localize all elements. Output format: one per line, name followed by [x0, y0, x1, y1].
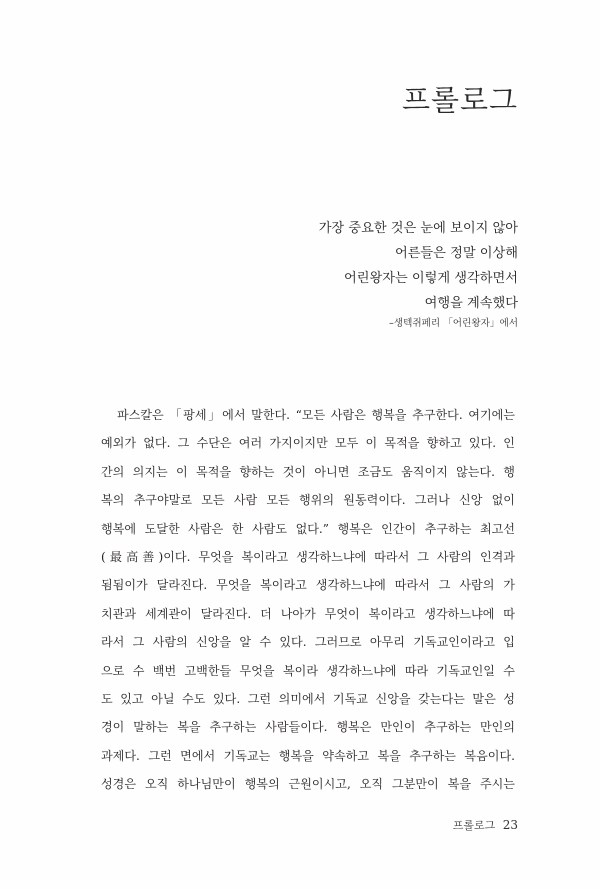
epigraph-line: 어린왕자는 이렇게 생각하면서: [344, 271, 518, 286]
body-line: (最高善)이다. 무엇을 복이라고 생각하느냐에 따라서 그 사람의 인격과: [101, 550, 515, 565]
body-line: 성경은 오직 하나님만이 행복의 근원이시고, 오직 그분만이 복을 주시는: [101, 777, 515, 792]
running-head: 프롤로그: [452, 819, 496, 832]
body-line: 라서 그 사람의 신앙을 알 수 있다. 그러므로 아무리 기독교인이라고 입: [101, 635, 515, 650]
body-line: 과제다. 그런 면에서 기독교는 행복을 약속하고 복을 추구하는 복음이다.: [101, 748, 515, 763]
body-line: 경이 말하는 복을 추구하는 사람들이다. 행복은 만인이 추구하는 만인의: [101, 720, 515, 735]
epigraph: [319, 216, 518, 332]
body-line: 복의 추구야말로 모든 사람 모든 행위의 원동력이다. 그러나 신앙 없이: [101, 493, 515, 508]
body-line: 파스칼은 「팡세」에서 말한다. “모든 사람은 행복을 추구한다. 여기에는: [117, 408, 515, 422]
body-line: 행복에 도달한 사람은 한 사람도 없다.” 행복은 인간이 추구하는 최고선: [101, 521, 515, 536]
epigraph-line: 가장 중요한 것은 눈에 보이지 않아: [318, 221, 518, 236]
chapter-title: 프롤로그: [401, 83, 518, 117]
page-number: 23: [502, 818, 518, 832]
body-line: 예외가 없다. 그 수단은 여러 가지이지만 모두 이 목적을 향하고 있다. 인: [101, 436, 515, 451]
body-paragraph: [101, 401, 515, 799]
body-line: 도 있고 아닐 수도 있다. 그런 의미에서 기독교 신앙을 갖는다는 말은 성: [101, 692, 515, 707]
epigraph-line: 어른들은 정말 이상해: [394, 246, 518, 261]
body-line: 치관과 세계관이 달라진다. 더 나아가 무엇이 복이라고 생각하느냐에 따: [101, 606, 515, 621]
body-line: 간의 의지는 이 목적을 향하는 것이 아니면 조금도 움직이지 않는다. 행: [101, 464, 515, 479]
body-line: 됨됨이가 달라진다. 무엇을 복이라고 생각하느냐에 따라서 그 사람의 가: [101, 578, 515, 593]
page-footer: [453, 817, 518, 833]
body-line: 으로 수 백번 고백한들 무엇을 복이라 생각하느냐에 따라 기독교인일 수: [101, 663, 515, 678]
epigraph-source: –생텍쥐페리 「어린왕자」에서: [389, 318, 518, 329]
epigraph-line: 여행을 계속했다: [424, 296, 518, 311]
